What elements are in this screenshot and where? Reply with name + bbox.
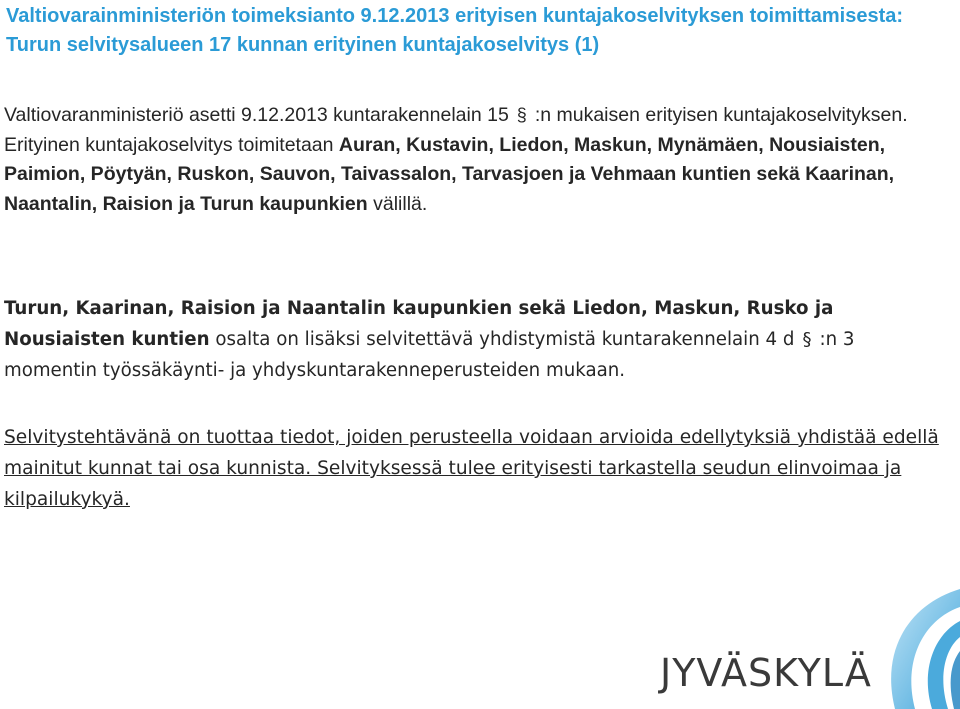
p2-text-b: :n 3 momentin työssäkäynti- ja yhdyskuntarakenneperusteiden mukaan. — [4, 329, 855, 381]
p1-text-a: Valtiovaranministeriö asetti 9.12.2013 kuntarakennelain 15 — [4, 104, 509, 126]
section-sign: § — [802, 329, 812, 350]
p1-text-b: :n mukaisen erityisen kuntajakoselvityksen. Erityinen kuntajakoselvitys toimitetaan — [4, 104, 908, 156]
p2-municipalities: Turun, Kaarinan, Raision ja Naantalin kaupunkien sekä Liedon, Maskun, Rusko ja Nousiaisten kuntien — [4, 298, 834, 350]
paragraph-task — [4, 422, 949, 515]
paragraph-assignment — [4, 101, 949, 219]
p3-underlined-text: Selvitystehtävänä on tuottaa tiedot, joiden perusteella voidaan arvioida edellytyksiä yhdistää edellä mainitut kunnat tai osa kunnista. Selvityksessä tulee erityisesti tarkastella seudun elinvoimaa ja kilpailukykyä. — [4, 427, 939, 510]
jyvaskyla-swirl-logo-icon — [840, 589, 960, 709]
paragraph-additional-study — [4, 293, 949, 386]
p2-text-a: osalta on lisäksi selvitettävä yhdistymistä kuntarakennelain 4 d — [209, 329, 795, 350]
jyvaskyla-logo-text: JYVÄSKYLÄ — [660, 651, 872, 695]
p1-municipalities: Auran, Kustavin, Liedon, Maskun, Mynämäen, Nousiaisten, Paimion, Pöytyän, Ruskon, Sauvon, Taivassalon, Tarvasjoen ja Vehmaan kuntien sekä Kaarinan, Naantalin, Raision ja Turun kaupunkien — [4, 133, 895, 215]
p1-text-c: välillä. — [367, 192, 428, 215]
section-sign: § — [516, 105, 527, 125]
slide-title: Valtiovarainministeriön toimeksianto 9.12.2013 erityisen kuntajakoselvityksen toimittamisesta: Turun selvitysalueen 17 kunnan erityinen kuntajakoselvitys (1) — [6, 5, 904, 56]
